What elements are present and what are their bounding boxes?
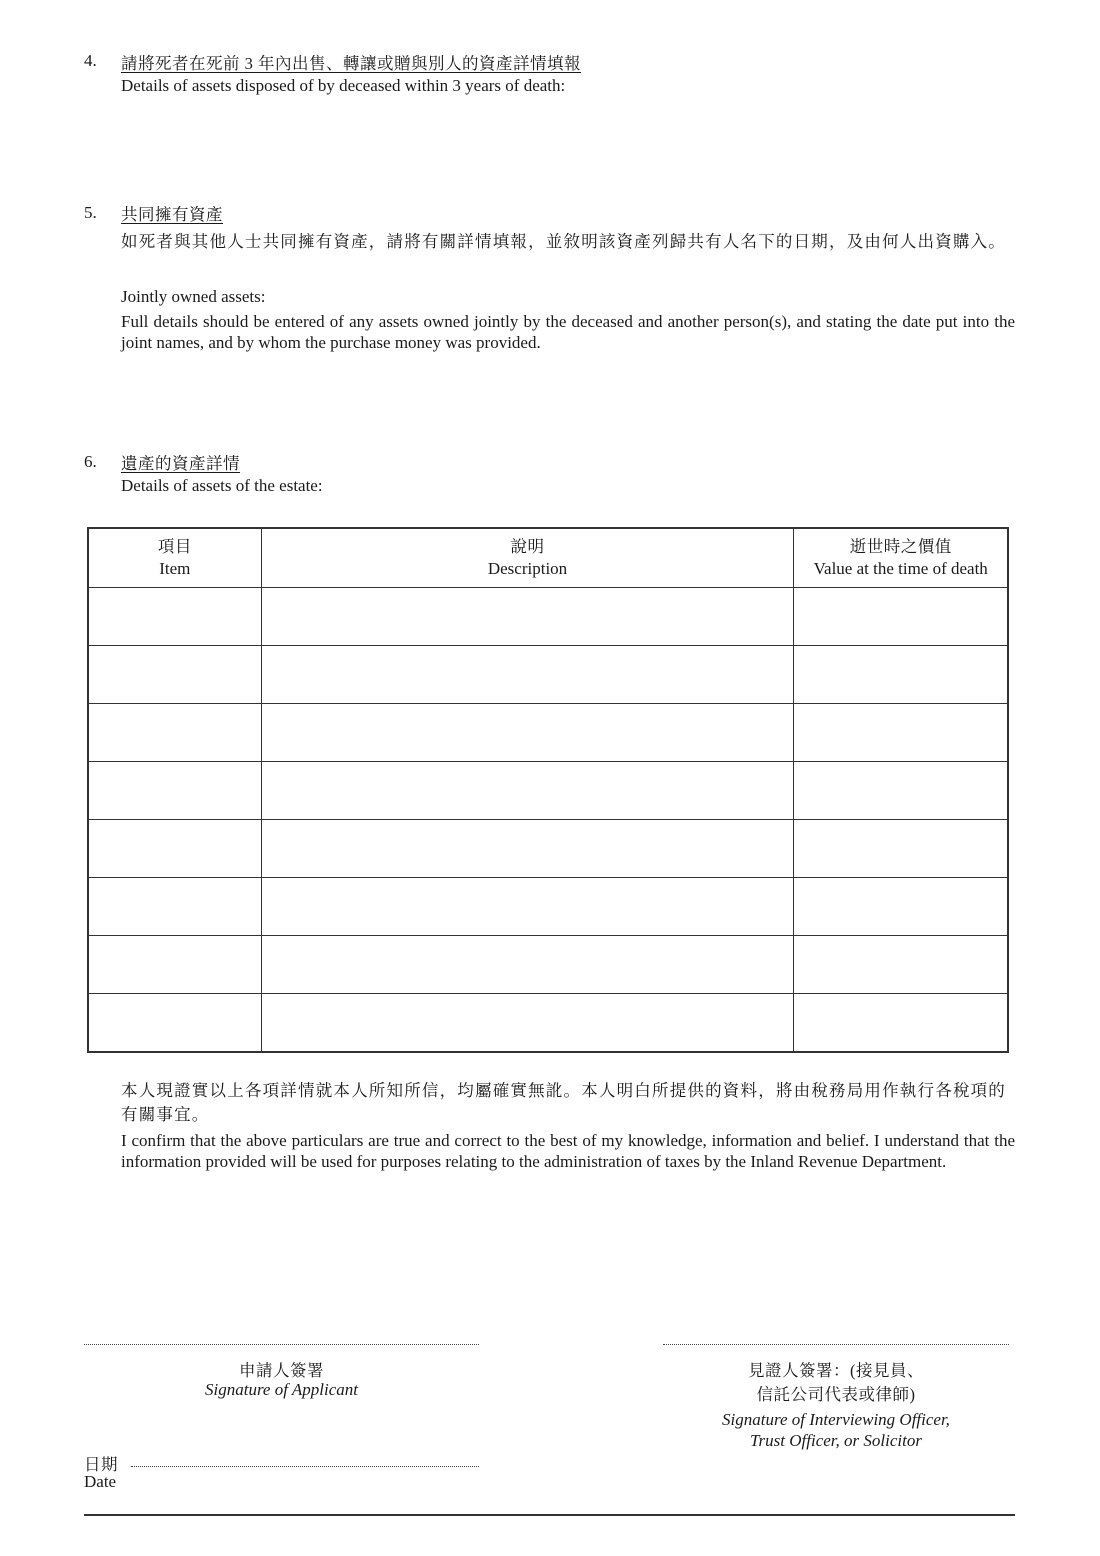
header-description [261,528,794,588]
section-5-title-en: Jointly owned assets: [121,287,266,306]
header-description-en: Description [487,559,568,578]
applicant-signature-line[interactable] [84,1344,479,1345]
declaration-zh: 本人現證實以上各項詳情就本人所知所信，均屬確實無訛。本人明白所提供的資料，將由稅務局用作執行各稅項的有關事宜。 [121,1081,1006,1124]
date-label-zh: 日期 [84,1455,118,1474]
section-5-desc-en: Full details should be entered of any assets owned jointly by the deceased and another person(s), and stating the date put into the joint names, and by whom the purchase money was provided. [121,312,1015,352]
description-cell[interactable] [261,936,794,994]
section-4-number: 4. [84,51,97,70]
header-value-zh: 逝世時之價值 [849,537,952,556]
section-6-title-zh [121,450,240,474]
witness-signature-label-zh-2: 信託公司代表或律師) [756,1385,916,1404]
section-6-title-en: Details of assets of the estate: [121,476,323,495]
table-row [88,588,1008,646]
header-description-zh: 說明 [510,537,545,556]
section-6-number: 6. [84,452,97,471]
section-4-title-en: Details of assets disposed of by deceased within 3 years of death: [121,76,566,95]
table-row [88,936,1008,994]
item-cell[interactable] [88,878,261,936]
description-cell[interactable] [261,820,794,878]
date-line[interactable] [131,1466,479,1467]
description-cell[interactable] [261,588,794,646]
table-row [88,820,1008,878]
section-5-desc-zh: 如死者與其他人士共同擁有資產，請將有關詳情填報，並敘明該資產列歸共有人名下的日期，及由何人出資購入。 [121,232,1006,251]
value-cell[interactable] [794,878,1008,936]
description-cell[interactable] [261,878,794,936]
table-row [88,994,1008,1053]
item-cell[interactable] [88,762,261,820]
assets-table [87,527,1009,1053]
section-5-title-zh [121,201,223,225]
value-cell[interactable] [794,704,1008,762]
witness-signature-line[interactable] [663,1344,1009,1345]
declaration-en: I confirm that the above particulars are true and correct to the best of my knowledge, information and belief. I understand that the information provided will be used for purposes relating to the administration of taxes by the Inland Revenue Department. [121,1131,1015,1171]
value-cell[interactable] [794,646,1008,704]
table-row [88,646,1008,704]
date-label-en: Date [84,1472,117,1491]
header-value-en: Value at the time of death [813,559,988,578]
item-cell[interactable] [88,936,261,994]
item-cell[interactable] [88,994,261,1053]
item-cell[interactable] [88,820,261,878]
witness-signature-label-en-1: Signature of Interviewing Officer, [722,1410,950,1429]
witness-signature-label-zh-1: 見證人簽署：(接見員、 [748,1361,924,1380]
section-4-title-zh [121,50,581,74]
item-cell[interactable] [88,588,261,646]
header-item-zh: 項目 [157,537,192,556]
value-cell[interactable] [794,820,1008,878]
table-row [88,762,1008,820]
section-4-answer-area[interactable] [121,100,1015,190]
item-cell[interactable] [88,704,261,762]
section-5-title-zh-text: 共同擁有資產 [121,205,223,224]
value-cell[interactable] [794,994,1008,1053]
table-body [88,588,1008,1053]
header-item-en: Item [159,559,191,578]
witness-signature-label-en-2: Trust Officer, or Solicitor [750,1431,922,1450]
section-4-title-zh-text: 請將死者在死前 3 年內出售、轉讓或贈與別人的資產詳情填報 [121,54,581,73]
section-5-answer-area[interactable] [121,360,1015,440]
header-value [794,528,1008,588]
value-cell[interactable] [794,588,1008,646]
value-cell[interactable] [794,762,1008,820]
applicant-signature-label-en: Signature of Applicant [205,1380,358,1399]
description-cell[interactable] [261,704,794,762]
item-cell[interactable] [88,646,261,704]
table-row [88,704,1008,762]
table-header-row [88,528,1008,588]
description-cell[interactable] [261,646,794,704]
description-cell[interactable] [261,762,794,820]
description-cell[interactable] [261,994,794,1053]
header-item [88,528,261,588]
section-5-number: 5. [84,203,97,222]
section-6-title-zh-text: 遺產的資產詳情 [121,454,240,473]
bottom-rule [84,1514,1015,1516]
applicant-signature-label-zh: 申請人簽署 [239,1361,324,1380]
table-row [88,878,1008,936]
value-cell[interactable] [794,936,1008,994]
